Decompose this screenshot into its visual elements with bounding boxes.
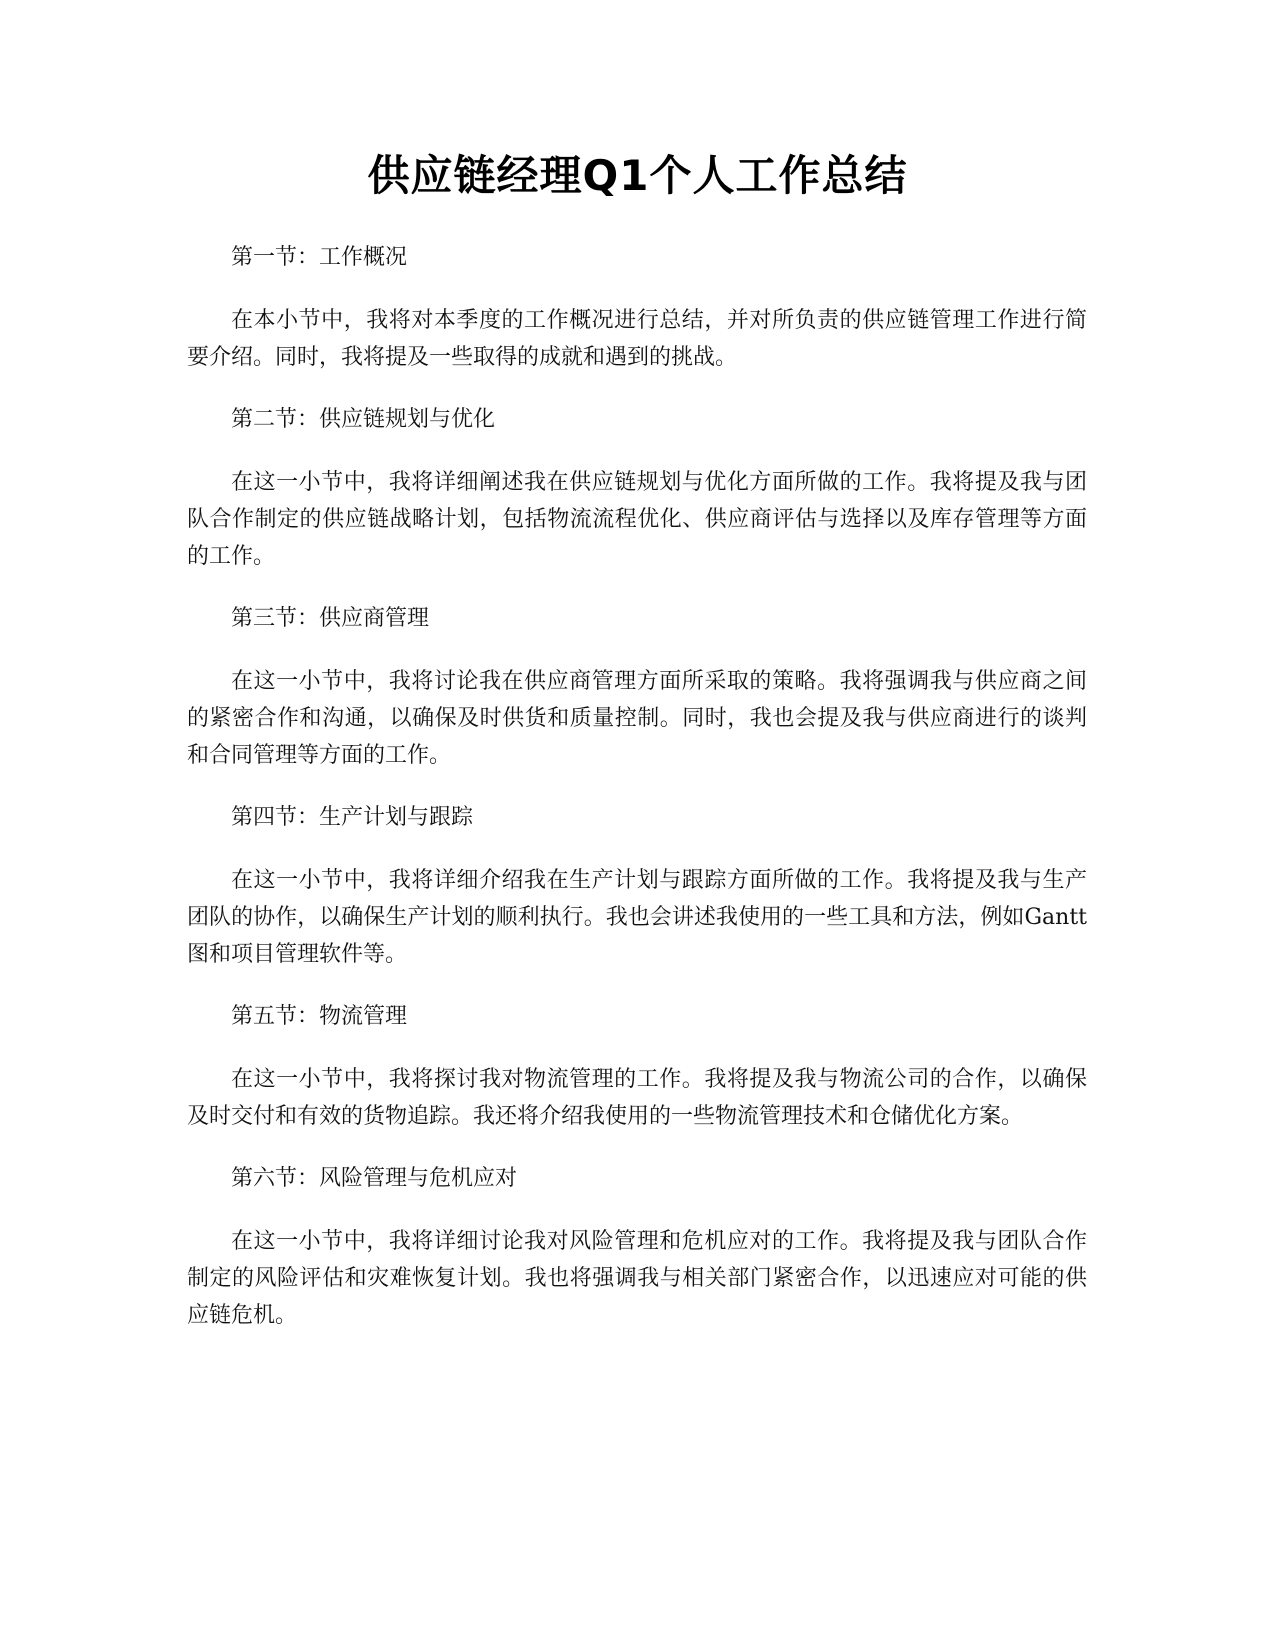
section-5 [187,999,1087,1135]
section-paragraph: 在这一小节中，我将详细阐述我在供应链规划与优化方面所做的工作。我将提及我与团队合作制定的供应链战略计划，包括物流流程优化、供应商评估与选择以及库存管理等方面的工作。 [187,470,1087,569]
section-heading: 第一节：工作概况 [231,245,408,270]
section-heading: 第三节：供应商管理 [231,606,430,631]
section-heading: 第六节：风险管理与危机应对 [231,1166,518,1191]
section-heading: 第五节：物流管理 [231,1004,408,1029]
section-1 [187,240,1087,376]
document-title: 供应链经理Q1个人工作总结 [367,151,908,200]
document-body [187,240,1087,1360]
section-4 [187,800,1087,973]
section-paragraph: 在这一小节中，我将详细介绍我在生产计划与跟踪方面所做的工作。我将提及我与生产团队的协作，以确保生产计划的顺利执行。我也会讲述我使用的一些工具和方法，例如Gantt图和项目管理软件等。 [187,868,1087,967]
section-paragraph: 在这一小节中，我将讨论我在供应商管理方面所采取的策略。我将强调我与供应商之间的紧密合作和沟通，以确保及时供货和质量控制。同时，我也会提及我与供应商进行的谈判和合同管理等方面的工作。 [187,669,1087,768]
section-3 [187,601,1087,774]
section-6 [187,1161,1087,1334]
section-heading: 第二节：供应链规划与优化 [231,407,496,432]
section-paragraph: 在这一小节中，我将详细讨论我对风险管理和危机应对的工作。我将提及我与团队合作制定的风险评估和灾难恢复计划。我也将强调我与相关部门紧密合作，以迅速应对可能的供应链危机。 [187,1229,1087,1328]
section-2 [187,402,1087,575]
section-paragraph: 在这一小节中，我将探讨我对物流管理的工作。我将提及我与物流公司的合作，以确保及时交付和有效的货物追踪。我还将介绍我使用的一些物流管理技术和仓储优化方案。 [187,1067,1087,1129]
section-paragraph: 在本小节中，我将对本季度的工作概况进行总结，并对所负责的供应链管理工作进行简要介绍。同时，我将提及一些取得的成就和遇到的挑战。 [187,308,1087,370]
section-heading: 第四节：生产计划与跟踪 [231,805,474,830]
